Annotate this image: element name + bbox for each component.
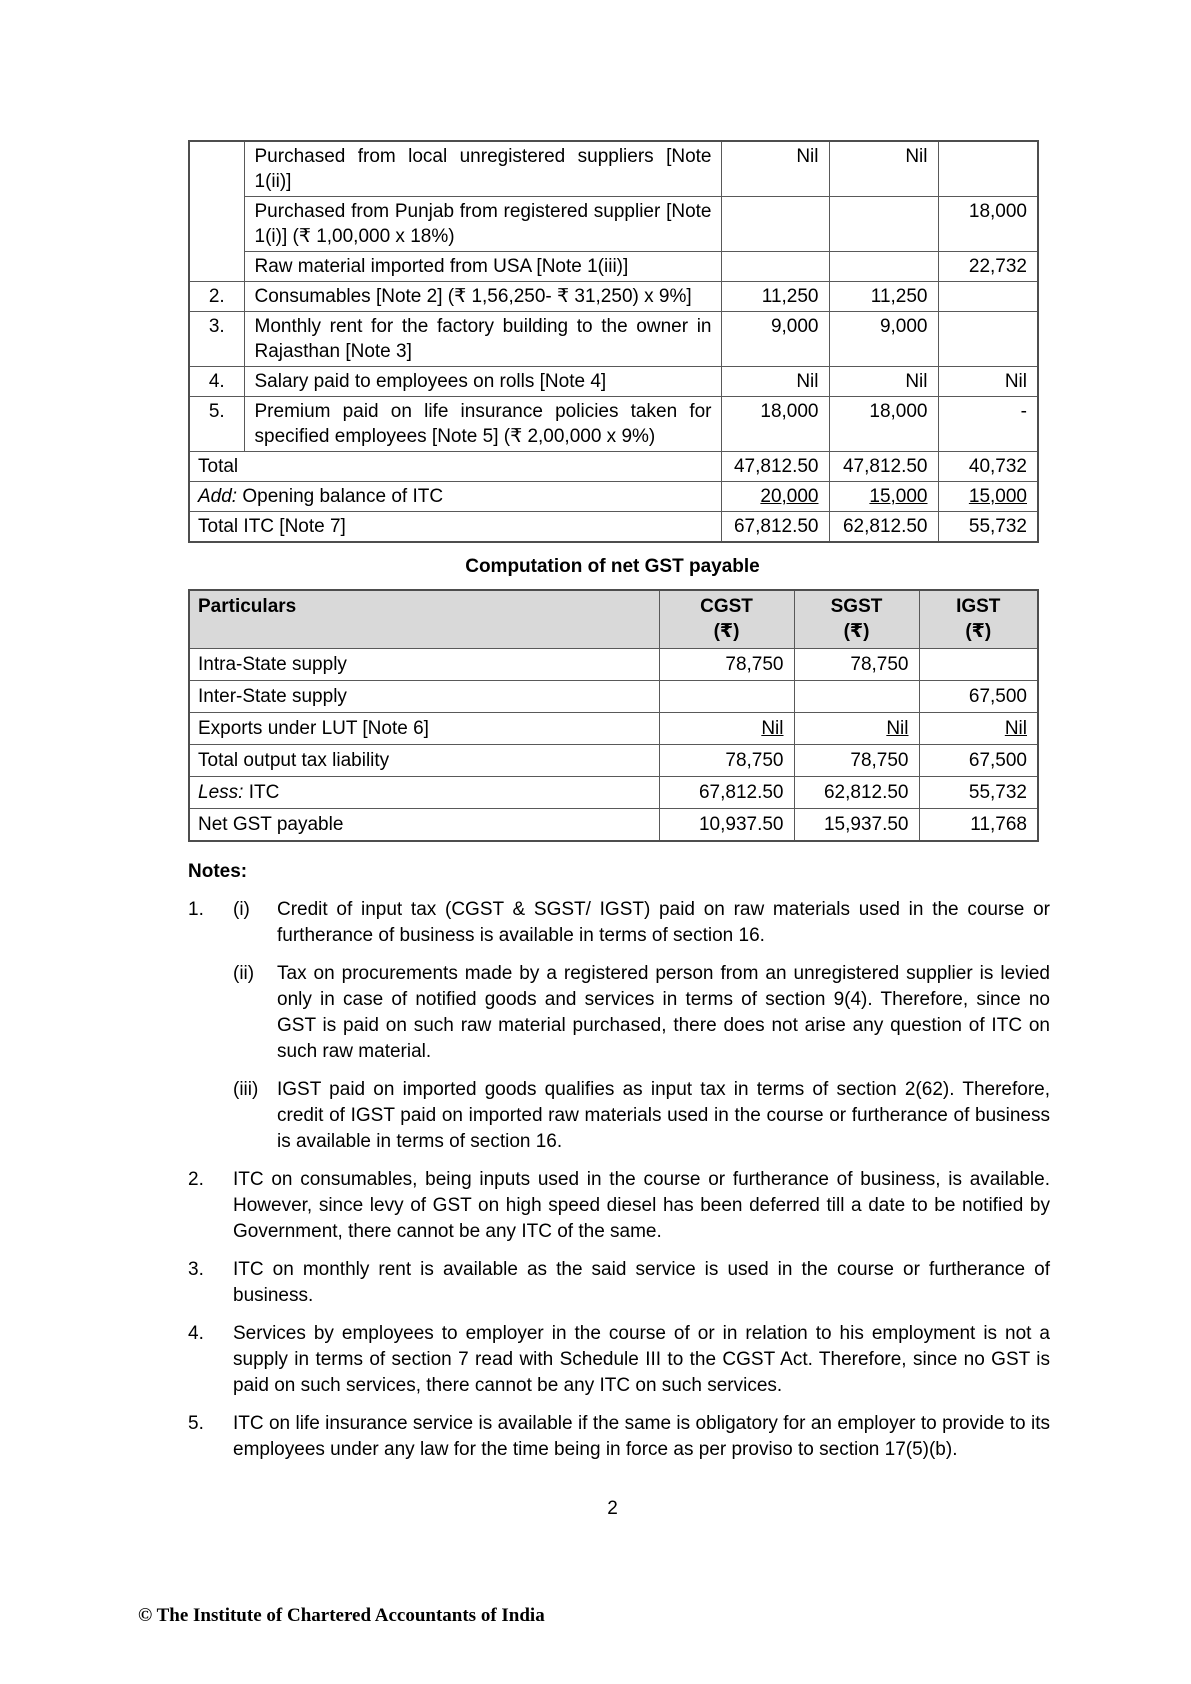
note-text: ITC on life insurance service is available if the same is obligatory for an employer to provide to its employees under any law for the time being in force as per proviso to section 17(5)(b).: [233, 1413, 1050, 1460]
note-item-4: [188, 1321, 1050, 1399]
subitem-text: Tax on procurements made by a registered person from an unregistered supplier is levied only in case of notified goods and services in terms of section 9(4). Therefore, since no GST is paid on such raw material purchased, there does not arise any question of ITC on such raw material.: [277, 963, 1050, 1062]
net-gst-table: [188, 589, 1039, 842]
cell-igst: 11,768: [919, 809, 1038, 842]
cell-cgst: 20,000: [721, 482, 829, 512]
note-number: 3.: [188, 1259, 204, 1280]
cell-cgst: Nil: [721, 141, 829, 197]
cell-igst: 18,000: [938, 197, 1038, 252]
header-cgst: CGST (₹): [659, 590, 794, 649]
note-subitem-i: [233, 897, 1050, 949]
cell-label: [189, 482, 721, 512]
cell-cgst: 10,937.50: [659, 809, 794, 842]
subitem-marker: (i): [233, 899, 250, 920]
cell-label: Exports under LUT [Note 6]: [189, 713, 659, 745]
cell-igst: [919, 649, 1038, 681]
less-itc-row: [189, 777, 1038, 809]
note-item-3: [188, 1257, 1050, 1309]
subitem-marker: (iii): [233, 1079, 259, 1100]
cell-cgst: 78,750: [659, 745, 794, 777]
cell-desc: Purchased from local unregistered suppliers [Note 1(ii)]: [244, 141, 721, 197]
cell-igst: [938, 141, 1038, 197]
cell-sgst: 15,937.50: [794, 809, 919, 842]
cell-sgst: 9,000: [829, 312, 938, 367]
cell-igst: 55,732: [938, 512, 1038, 543]
cell-sgst: [829, 197, 938, 252]
cell-sgst: 11,250: [829, 282, 938, 312]
cell-desc: Raw material imported from USA [Note 1(iii)]: [244, 252, 721, 282]
cell-igst: [938, 312, 1038, 367]
cell-cgst: 11,250: [721, 282, 829, 312]
add-itc-row: [189, 482, 1038, 512]
subitem-text: Credit of input tax (CGST & SGST/ IGST) paid on raw materials used in the course or furtherance of business is available in terms of section 16.: [277, 899, 1050, 946]
subitem-text: IGST paid on imported goods qualifies as input tax in terms of section 2(62). Therefore, credit of IGST paid on imported raw materials used in the course or furtherance of business is available in terms of section 16.: [277, 1079, 1050, 1152]
page-number: 2: [607, 1498, 618, 1519]
cell-sgst: [794, 681, 919, 713]
cell-igst: 15,000: [938, 482, 1038, 512]
add-label: Opening balance of ITC: [237, 486, 444, 507]
note-subitem-iii: [233, 1077, 1050, 1155]
cell-sgst: 78,750: [794, 649, 919, 681]
note-number: 4.: [188, 1323, 204, 1344]
total-row: [189, 452, 1038, 482]
cell-cgst: Nil: [721, 367, 829, 397]
cell-desc: Monthly rent for the factory building to the owner in Rajasthan [Note 3]: [244, 312, 721, 367]
cell-sno: 3.: [189, 312, 244, 367]
cell-label: Inter-State supply: [189, 681, 659, 713]
header-row: [189, 590, 1038, 649]
cell-label: [189, 777, 659, 809]
notes-section: [188, 859, 1050, 1463]
cell-igst: 22,732: [938, 252, 1038, 282]
cell-label: Total: [189, 452, 721, 482]
cell-igst: Nil: [938, 367, 1038, 397]
cell-igst: -: [938, 397, 1038, 452]
cell-cgst: [659, 681, 794, 713]
cell-sgst: 47,812.50: [829, 452, 938, 482]
cell-cgst: Nil: [659, 713, 794, 745]
header-particulars: Particulars: [189, 590, 659, 649]
exports-row: [189, 713, 1038, 745]
page-content: [188, 140, 1050, 1475]
note-text: ITC on monthly rent is available as the said service is used in the course or furtherance of business.: [233, 1259, 1050, 1306]
table-row: [189, 312, 1038, 367]
cell-sgst: 62,812.50: [794, 777, 919, 809]
subitem-marker: (ii): [233, 963, 255, 984]
net-gst-row: [189, 809, 1038, 842]
table-row: [189, 367, 1038, 397]
cell-sgst: [829, 252, 938, 282]
cell-sno: 2.: [189, 282, 244, 312]
cell-igst: Nil: [919, 713, 1038, 745]
cell-sgst: Nil: [829, 141, 938, 197]
cell-label: Total output tax liability: [189, 745, 659, 777]
copyright-footer: © The Institute of Chartered Accountants of India: [138, 1605, 545, 1626]
total-output-row: [189, 745, 1038, 777]
cell-sno: 5.: [189, 397, 244, 452]
cell-desc: Premium paid on life insurance policies taken for specified employees [Note 5] (₹ 2,00,000 x 9%): [244, 397, 721, 452]
note-text: Services by employees to employer in the course of or in relation to his employment is not a supply in terms of section 7 read with Schedule III to the CGST Act. Therefore, since no GST is paid on such services, there cannot be any ITC on such services.: [233, 1323, 1050, 1396]
cell-cgst: [721, 197, 829, 252]
add-prefix: Add:: [198, 486, 238, 507]
cell-sgst: 15,000: [829, 482, 938, 512]
total-itc-row: [189, 512, 1038, 543]
table-row: [189, 282, 1038, 312]
cell-cgst: [721, 252, 829, 282]
note-number: 5.: [188, 1413, 204, 1434]
cell-sgst: Nil: [794, 713, 919, 745]
cell-sgst: 18,000: [829, 397, 938, 452]
table-row: [189, 252, 1038, 282]
note-sublist: [233, 897, 1050, 1155]
cell-cgst: 18,000: [721, 397, 829, 452]
cell-label: Total ITC [Note 7]: [189, 512, 721, 543]
note-number: 2.: [188, 1169, 204, 1190]
less-label: ITC: [243, 782, 280, 803]
header-sgst: SGST (₹): [794, 590, 919, 649]
note-subitem-ii: [233, 961, 1050, 1065]
note-number: 1.: [188, 899, 204, 920]
table-row: [189, 141, 1038, 197]
cell-desc: Salary paid to employees on rolls [Note 4]: [244, 367, 721, 397]
cell-desc: Purchased from Punjab from registered supplier [Note 1(i)] (₹ 1,00,000 x 18%): [244, 197, 721, 252]
header-igst: IGST (₹): [919, 590, 1038, 649]
cell-label: Net GST payable: [189, 809, 659, 842]
cell-cgst: 78,750: [659, 649, 794, 681]
cell-sgst: Nil: [829, 367, 938, 397]
table-row: [189, 681, 1038, 713]
cell-igst: 67,500: [919, 745, 1038, 777]
cell-cgst: 47,812.50: [721, 452, 829, 482]
table-row: [189, 197, 1038, 252]
cell-cgst: 67,812.50: [659, 777, 794, 809]
cell-igst: 55,732: [919, 777, 1038, 809]
cell-igst: 67,500: [919, 681, 1038, 713]
table-row: [189, 649, 1038, 681]
cell-igst: 40,732: [938, 452, 1038, 482]
cell-label: Intra-State supply: [189, 649, 659, 681]
less-prefix: Less:: [198, 782, 244, 803]
note-item-5: [188, 1411, 1050, 1463]
cell-sgst: 78,750: [794, 745, 919, 777]
cell-sgst: 62,812.50: [829, 512, 938, 543]
cell-cgst: 9,000: [721, 312, 829, 367]
section-heading: Computation of net GST payable: [465, 556, 760, 577]
cell-sno: [189, 141, 244, 282]
cell-igst: [938, 282, 1038, 312]
itc-table: [188, 140, 1039, 543]
note-item-1: [188, 897, 1050, 1155]
table-row: [189, 397, 1038, 452]
cell-sno: 4.: [189, 367, 244, 397]
note-text: ITC on consumables, being inputs used in the course or furtherance of business, is available. However, since levy of GST on high speed diesel has been deferred till a date to be notified by Government, there cannot be any ITC of the same.: [233, 1169, 1050, 1242]
note-item-2: [188, 1167, 1050, 1245]
notes-heading: Notes:: [188, 861, 248, 882]
cell-desc: Consumables [Note 2] (₹ 1,56,250- ₹ 31,250) x 9%]: [244, 282, 721, 312]
cell-cgst: 67,812.50: [721, 512, 829, 543]
